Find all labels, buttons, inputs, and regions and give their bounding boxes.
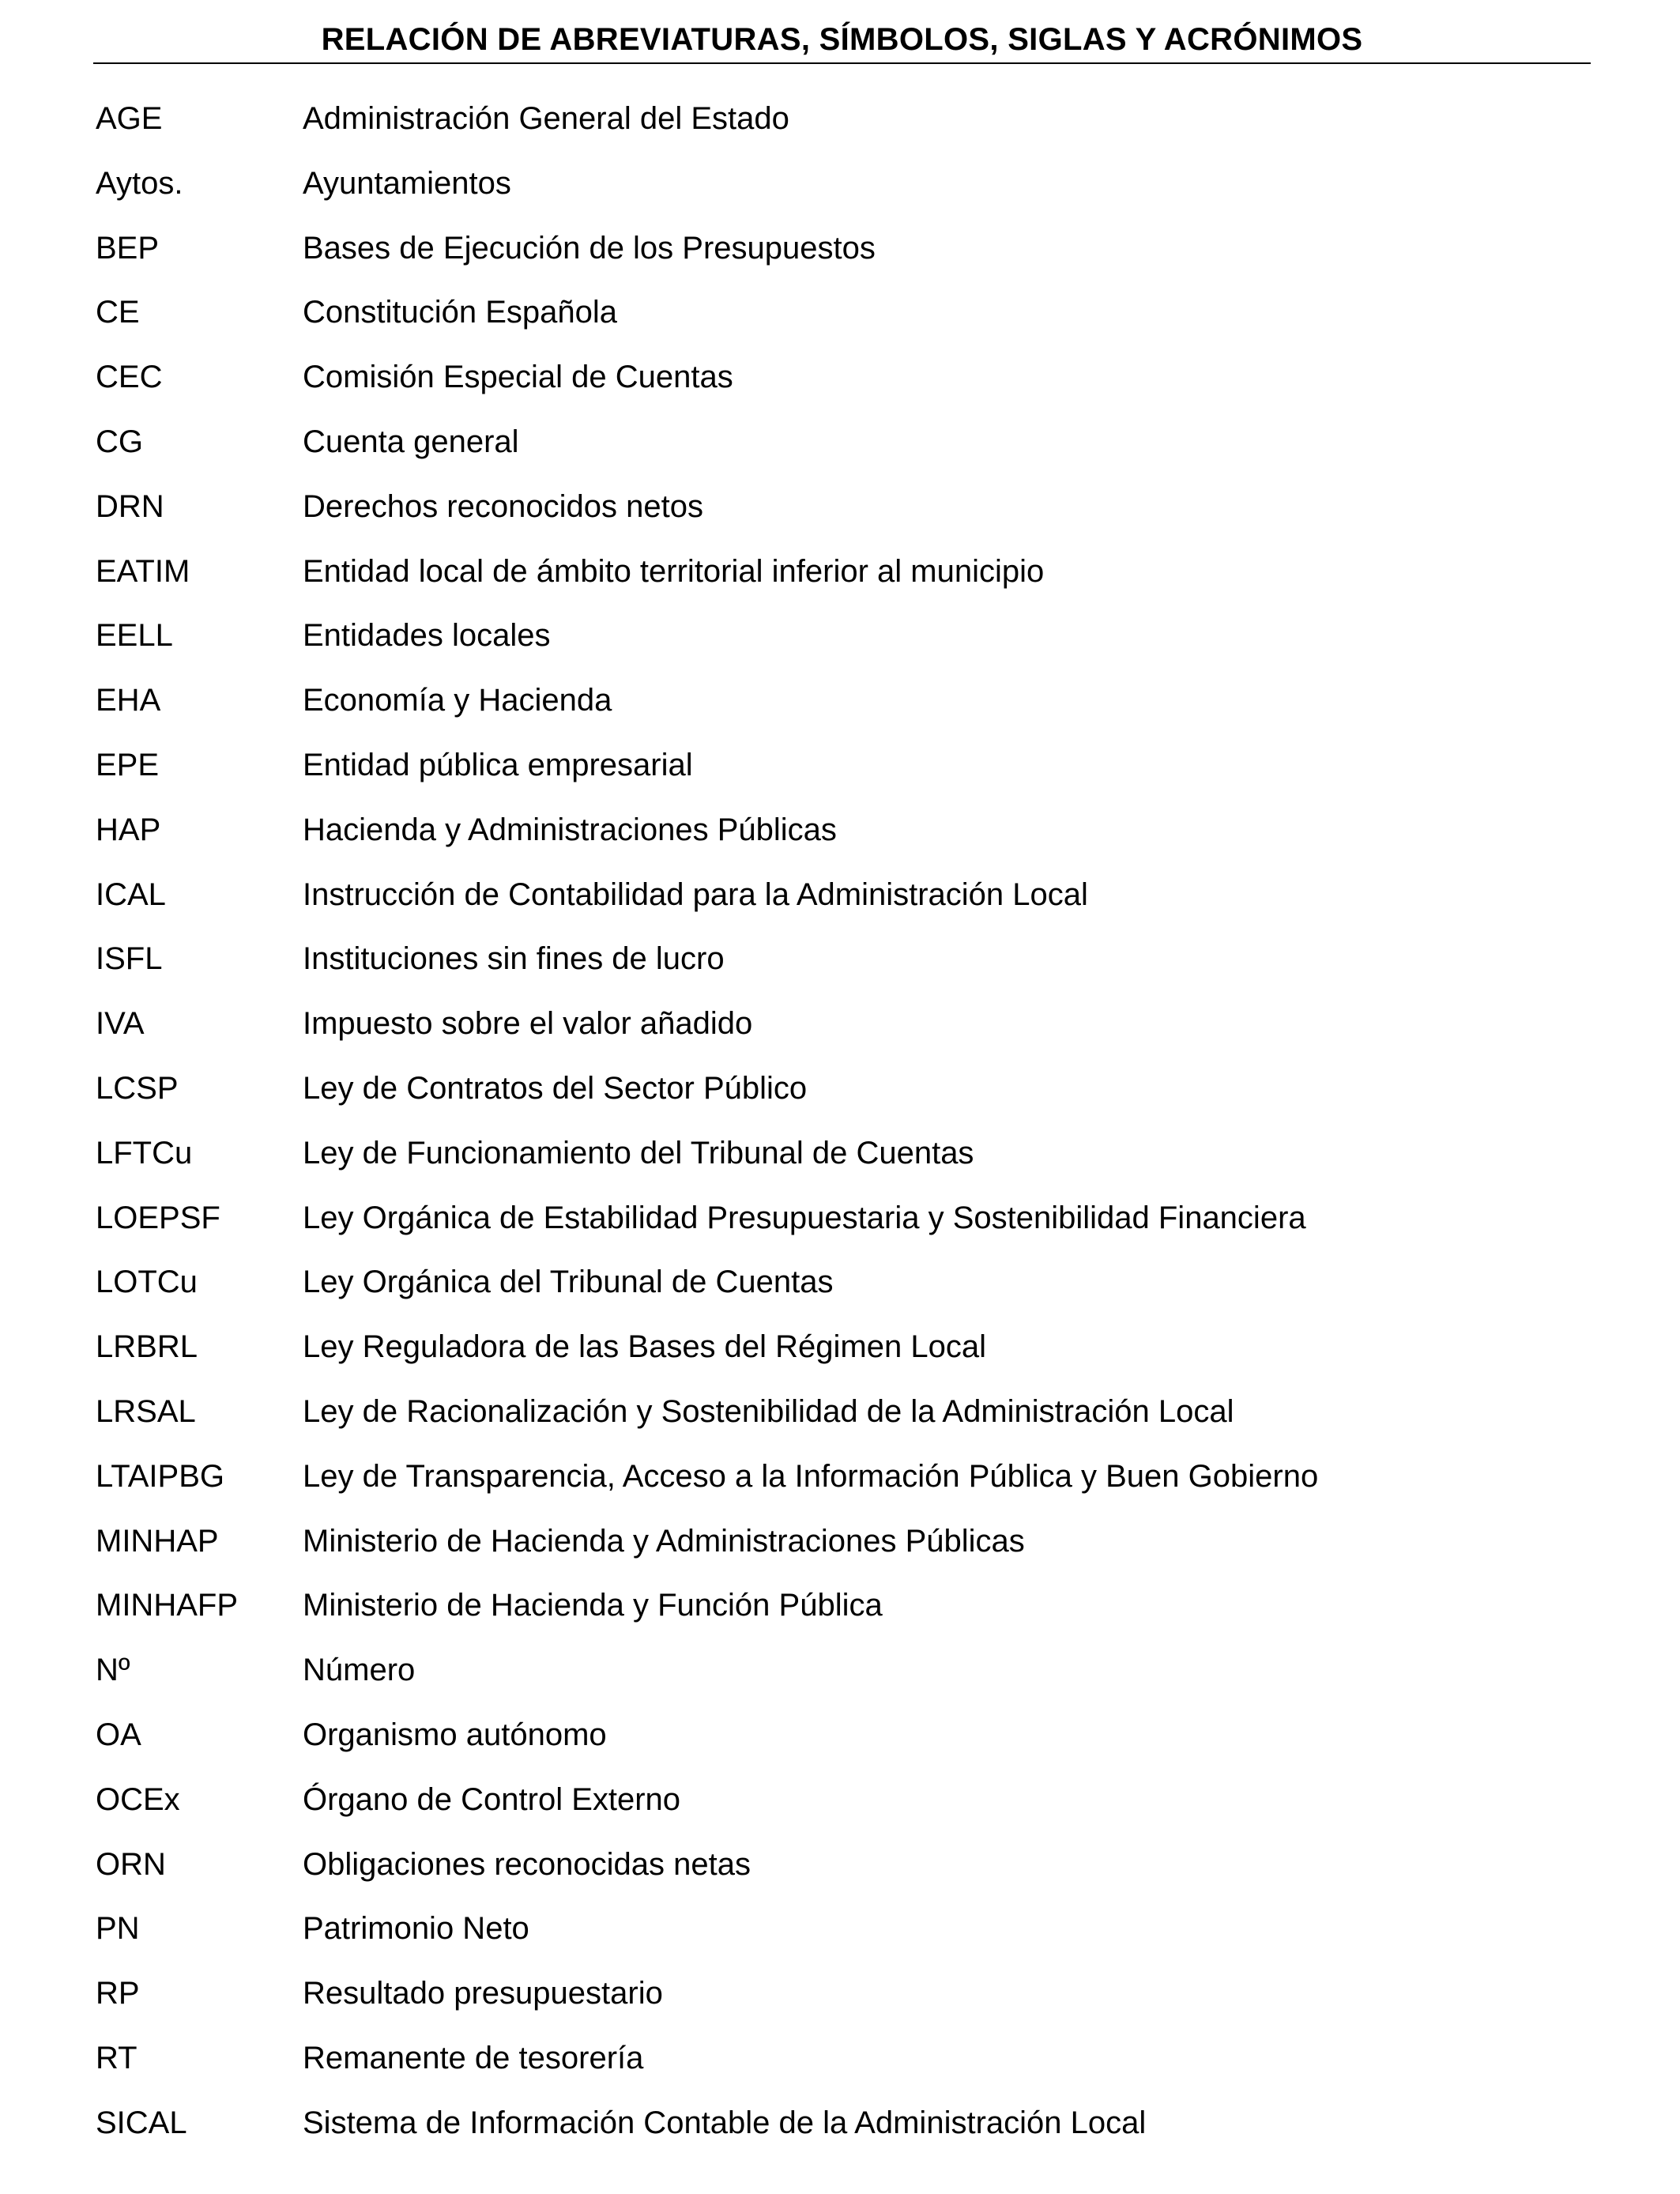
abbreviation: MINHAFP [96, 1588, 238, 1623]
list-item [96, 1845, 1581, 1909]
abbreviation: BEP [96, 230, 160, 266]
list-item [96, 939, 1581, 1004]
abbreviation: LOEPSF [96, 1200, 220, 1235]
abbreviation: ICAL [96, 876, 166, 912]
abbreviation: CEC [96, 360, 163, 395]
abbreviation-meaning: Ley de Contratos del Sector Público [303, 1070, 808, 1106]
list-item [96, 357, 1581, 422]
list-item [96, 1327, 1581, 1392]
abbreviation: CE [96, 295, 140, 330]
abbreviation-meaning: Ley Reguladora de las Bases del Régimen Local [303, 1329, 986, 1365]
abbreviation-meaning: Ley Orgánica del Tribunal de Cuentas [303, 1265, 834, 1300]
abbreviation: RT [96, 2040, 137, 2075]
abbreviation-meaning: Derechos reconocidos netos [303, 488, 703, 524]
list-item [96, 875, 1581, 940]
abbreviation: OA [96, 1717, 141, 1752]
list-item [96, 1392, 1581, 1457]
list-item [96, 2103, 1581, 2168]
abbreviation-meaning: Ley de Funcionamiento del Tribunal de Cuentas [303, 1135, 974, 1171]
list-item [96, 1262, 1581, 1327]
abbreviation: ISFL [96, 941, 163, 977]
abbreviation: AGE [96, 101, 163, 136]
abbreviation: LCSP [96, 1070, 179, 1106]
abbreviation: MINHAP [96, 1523, 219, 1559]
abbreviation: LRSAL [96, 1393, 196, 1429]
abbreviation: RP [96, 1976, 140, 2011]
abbreviation: EPE [96, 747, 160, 782]
abbreviation-meaning: Patrimonio Neto [303, 1911, 529, 1947]
abbreviation-meaning: Organismo autónomo [303, 1717, 607, 1752]
list-item [96, 164, 1581, 228]
abbreviation-meaning: Constitución Española [303, 295, 618, 330]
abbreviation: DRN [96, 488, 164, 524]
abbreviation-meaning: Impuesto sobre el valor añadido [303, 1006, 753, 1042]
abbreviation: LRBRL [96, 1329, 198, 1365]
abbreviation: EHA [96, 683, 161, 718]
list-item [96, 1069, 1581, 1133]
abbreviation-meaning: Hacienda y Administraciones Públicas [303, 812, 837, 847]
list-item [96, 292, 1581, 357]
abbreviation-meaning: Bases de Ejecución de los Presupuestos [303, 230, 876, 266]
list-item [96, 1004, 1581, 1069]
abbreviation: SICAL [96, 2105, 187, 2140]
list-item [96, 1133, 1581, 1198]
title-underline [93, 62, 1591, 64]
abbreviation-meaning: Sistema de Información Contable de la Administración Local [303, 2105, 1147, 2140]
list-item [96, 1715, 1581, 1780]
abbreviation-meaning: Ayuntamientos [303, 165, 511, 201]
abbreviation-meaning: Órgano de Control Externo [303, 1781, 681, 1817]
list-item [96, 1780, 1581, 1845]
list-item [96, 228, 1581, 293]
abbreviation-meaning: Obligaciones reconocidas netas [303, 1846, 751, 1882]
list-item [96, 1973, 1581, 2038]
list-item [96, 99, 1581, 164]
abbreviation-meaning: Entidades locales [303, 618, 551, 654]
abbreviation-meaning: Entidad pública empresarial [303, 747, 693, 782]
abbreviation: LTAIPBG [96, 1458, 225, 1494]
abbreviation-meaning: Entidad local de ámbito territorial inferior al municipio [303, 553, 1045, 589]
abbreviation-meaning: Economía y Hacienda [303, 683, 612, 718]
list-item [96, 487, 1581, 552]
abbreviation: LFTCu [96, 1135, 193, 1171]
list-item [96, 1457, 1581, 1521]
abbreviation: IVA [96, 1006, 145, 1042]
list-item [96, 1650, 1581, 1715]
abbreviation-meaning: Remanente de tesorería [303, 2040, 644, 2075]
abbreviation-meaning: Administración General del Estado [303, 101, 789, 136]
abbreviation: Nº [96, 1653, 130, 1688]
abbreviation-meaning: Número [303, 1653, 416, 1688]
abbreviation: EELL [96, 618, 173, 654]
abbreviation-meaning: Cuenta general [303, 424, 519, 459]
list-item [96, 810, 1581, 875]
list-item [96, 552, 1581, 616]
list-item [96, 422, 1581, 487]
abbreviation: Aytos. [96, 165, 183, 201]
abbreviation: ORN [96, 1846, 166, 1882]
abbreviation-meaning: Ley de Racionalización y Sostenibilidad de la Administración Local [303, 1393, 1234, 1429]
list-item [96, 1521, 1581, 1586]
list-item [96, 2038, 1581, 2103]
list-item [96, 745, 1581, 810]
list-item [96, 1909, 1581, 1973]
abbreviation: CG [96, 424, 143, 459]
page-title: RELACIÓN DE ABREVIATURAS, SÍMBOLOS, SIGLAS Y ACRÓNIMOS [321, 22, 1363, 57]
abbreviation-meaning: Instituciones sin fines de lucro [303, 941, 725, 977]
abbreviation-meaning: Instrucción de Contabilidad para la Administración Local [303, 876, 1088, 912]
list-item [96, 1585, 1581, 1650]
abbreviation-meaning: Ley Orgánica de Estabilidad Presupuestaria y Sostenibilidad Financiera [303, 1200, 1306, 1235]
abbreviation-meaning: Comisión Especial de Cuentas [303, 360, 733, 395]
abbreviation-meaning: Ministerio de Hacienda y Función Pública [303, 1588, 883, 1623]
abbreviation-meaning: Resultado presupuestario [303, 1976, 663, 2011]
abbreviation-list [96, 99, 1581, 2168]
abbreviation: EATIM [96, 553, 190, 589]
abbreviation-meaning: Ley de Transparencia, Acceso a la Información Pública y Buen Gobierno [303, 1458, 1319, 1494]
list-item [96, 1198, 1581, 1263]
abbreviation-meaning: Ministerio de Hacienda y Administraciones Públicas [303, 1523, 1025, 1559]
abbreviation: HAP [96, 812, 161, 847]
list-item [96, 616, 1581, 680]
abbreviation: LOTCu [96, 1265, 198, 1300]
abbreviation: OCEx [96, 1781, 180, 1817]
abbreviation: PN [96, 1911, 140, 1947]
list-item [96, 680, 1581, 745]
